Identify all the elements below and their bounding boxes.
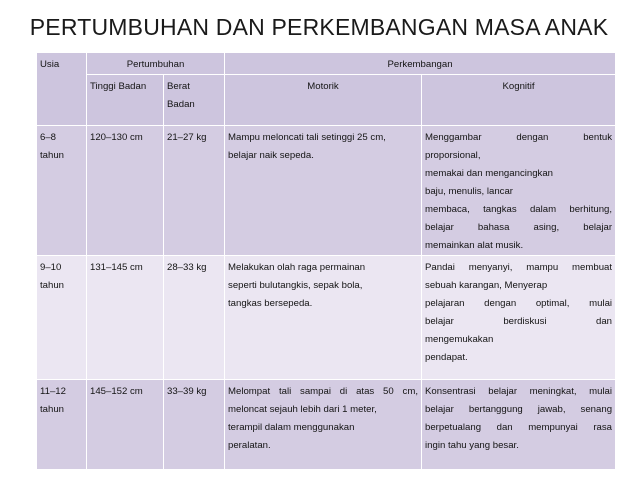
cell-motorik: Mampu meloncati tali setinggi 25 cm, belajar naik sepeda. bbox=[225, 126, 422, 256]
cell-berat: 28–33 kg bbox=[164, 256, 225, 380]
cell-berat: 33–39 kg bbox=[164, 380, 225, 470]
cell-berat: 21–27 kg bbox=[164, 126, 225, 256]
table-row bbox=[37, 126, 616, 256]
cell-kognitif: Konsentrasi belajar meningkat, mulai belajar bertanggung jawab, senang berpetualang dan mempunyai rasa ingin tahu yang besar. bbox=[422, 380, 616, 470]
table-row bbox=[37, 380, 616, 470]
cell-tinggi: 120–130 cm bbox=[87, 126, 164, 256]
header-usia: Usia bbox=[37, 53, 87, 126]
growth-development-table bbox=[36, 52, 616, 470]
cell-tinggi: 145–152 cm bbox=[87, 380, 164, 470]
header-tinggi-badan: Tinggi Badan bbox=[87, 75, 164, 126]
cell-tinggi: 131–145 cm bbox=[87, 256, 164, 380]
cell-motorik: Melakukan olah raga permainan seperti bulutangkis, sepak bola, tangkas bersepeda. bbox=[225, 256, 422, 380]
header-pertumbuhan: Pertumbuhan bbox=[87, 53, 225, 75]
header-perkembangan: Perkembangan bbox=[225, 53, 616, 75]
cell-usia: 6–8 tahun bbox=[37, 126, 87, 256]
slide-title: PERTUMBUHAN DAN PERKEMBANGAN MASA ANAK bbox=[29, 14, 609, 40]
header-motorik: Motorik bbox=[225, 75, 422, 126]
cell-kognitif: Menggambar dengan bentuk proporsional, memakai dan mengancingkan baju, menulis, lancar membaca, tangkas dalam berhitung, belajar bahasa asing, belajar memainkan alat musik. bbox=[422, 126, 616, 256]
header-berat-badan: Berat Badan bbox=[164, 75, 225, 126]
cell-motorik: Melompat tali sampai di atas 50 cm, meloncat sejauh lebih dari 1 meter, terampil dalam menggunakan peralatan. bbox=[225, 380, 422, 470]
cell-usia: 9–10 tahun bbox=[37, 256, 87, 380]
cell-kognitif: Pandai menyanyi, mampu membuat sebuah karangan, Menyerap pelajaran dengan optimal, mulai belajar berdiskusi dan mengemukakan pendapat. bbox=[422, 256, 616, 380]
cell-usia: 11–12 tahun bbox=[37, 380, 87, 470]
header-kognitif: Kognitif bbox=[422, 75, 616, 126]
table-row bbox=[37, 256, 616, 380]
